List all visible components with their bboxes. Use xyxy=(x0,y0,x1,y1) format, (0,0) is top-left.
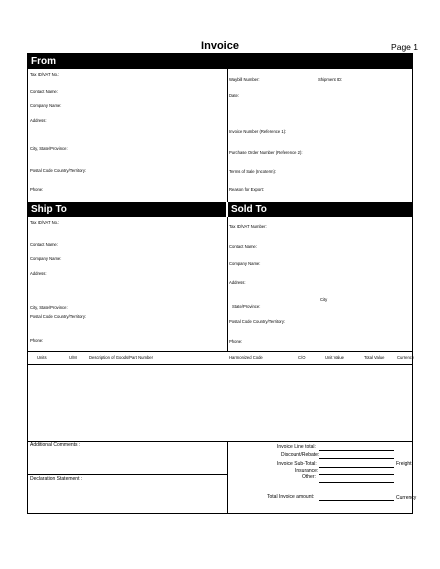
footer-divider xyxy=(227,441,228,513)
from-address-label: Address: xyxy=(30,118,47,123)
sold-to-heading: Sold To xyxy=(228,202,412,217)
sold-to-postal-label: Postal Code Country/Territory: xyxy=(229,319,286,324)
freight-label: Freight: xyxy=(396,461,413,467)
from-heading: From xyxy=(28,54,412,69)
terms-of-sale-label: Terms of Sale (Incoterm): xyxy=(229,169,277,174)
sold-to-contact-name-label: Contact Name: xyxy=(229,244,257,249)
invoice-number-label: Invoice Number (Reference 1): xyxy=(229,129,287,134)
col-co: C/O xyxy=(298,355,306,360)
ship-to-company-name-label: Company Name: xyxy=(30,256,62,261)
total-invoice-amount-label: Total Invoice amount: xyxy=(267,494,315,500)
sold-to-company-name-label: Company Name: xyxy=(229,261,261,266)
ship-to-postal-label: Postal Code Country/Territory: xyxy=(30,314,87,319)
reason-for-export-label: Reason for Export: xyxy=(229,187,264,192)
col-total-value: Total Value xyxy=(364,355,385,360)
waybill-number-label: Waybill Number: xyxy=(229,77,260,82)
ship-to-heading: Ship To xyxy=(28,202,226,217)
col-unit-value: Unit Value xyxy=(325,355,345,360)
insurance-field[interactable] xyxy=(319,474,394,475)
insurance-label: Insurance: xyxy=(295,468,319,474)
total-invoice-amount-field[interactable] xyxy=(319,500,394,501)
from-tax-id-label: Tax ID/VAT No.: xyxy=(30,72,60,77)
ship-to-phone-label: Phone: xyxy=(30,338,44,343)
col-um: U/M xyxy=(69,355,77,360)
invoice-line-total-field[interactable] xyxy=(319,450,394,451)
ship-to-city-label: City, State/Province: xyxy=(30,305,68,310)
declaration-statement-label: Declaration Statement : xyxy=(30,476,83,482)
comments-declaration-divider xyxy=(28,474,227,475)
sold-to-state-label: State/Province: xyxy=(232,304,261,309)
col-units: Units xyxy=(37,355,47,360)
sold-to-city-label: City xyxy=(320,297,328,302)
invoice-line-total-label: Invoice Line total: xyxy=(277,444,316,450)
invoice-title: Invoice xyxy=(201,40,239,52)
ship-sold-divider xyxy=(227,217,228,351)
from-contact-name-label: Contact Name: xyxy=(30,89,58,94)
from-column-divider xyxy=(227,69,228,202)
other-field[interactable] xyxy=(319,482,394,483)
from-phone-label: Phone: xyxy=(30,187,44,192)
sold-to-tax-id-label: Tax ID/VAT Number: xyxy=(229,224,267,229)
col-harmonized-code: Harmonized Code xyxy=(229,355,263,360)
items-table-header xyxy=(28,352,412,364)
invoice-sub-total-field[interactable] xyxy=(319,467,394,468)
ship-to-contact-name-label: Contact Name: xyxy=(30,242,58,247)
discount-rebate-field[interactable] xyxy=(319,458,394,459)
other-label: Other: xyxy=(302,474,316,480)
invoice-sub-total-label: Invoice Sub-Total: xyxy=(277,461,317,467)
shipment-id-label: Shipment ID: xyxy=(318,77,343,82)
sold-to-address-label: Address: xyxy=(229,280,246,285)
additional-comments-label: Additional Comments : xyxy=(30,442,81,448)
items-table-bottom-border xyxy=(28,441,412,442)
currency-label: Currency xyxy=(396,495,417,501)
purchase-order-label: Purchase Order Number (Reference 2): xyxy=(229,150,303,155)
from-postal-label: Postal Code Country/Territory: xyxy=(30,168,87,173)
ship-to-tax-id-label: Tax ID/VAT No.: xyxy=(30,220,60,225)
ship-to-address-label: Address: xyxy=(30,271,47,276)
col-description: Description of Goods/Part Number xyxy=(89,355,154,360)
discount-rebate-label: Discount/Rebate: xyxy=(281,452,320,458)
col-currency: Currency xyxy=(397,355,414,360)
page-number: Page 1 xyxy=(391,42,418,52)
invoice-form xyxy=(27,53,417,514)
sold-to-phone-label: Phone: xyxy=(229,339,243,344)
from-company-name-label: Company Name: xyxy=(30,103,62,108)
date-label: Date: xyxy=(229,93,240,98)
items-table-header-border xyxy=(28,364,412,365)
from-city-label: City, State/Province: xyxy=(30,146,68,151)
